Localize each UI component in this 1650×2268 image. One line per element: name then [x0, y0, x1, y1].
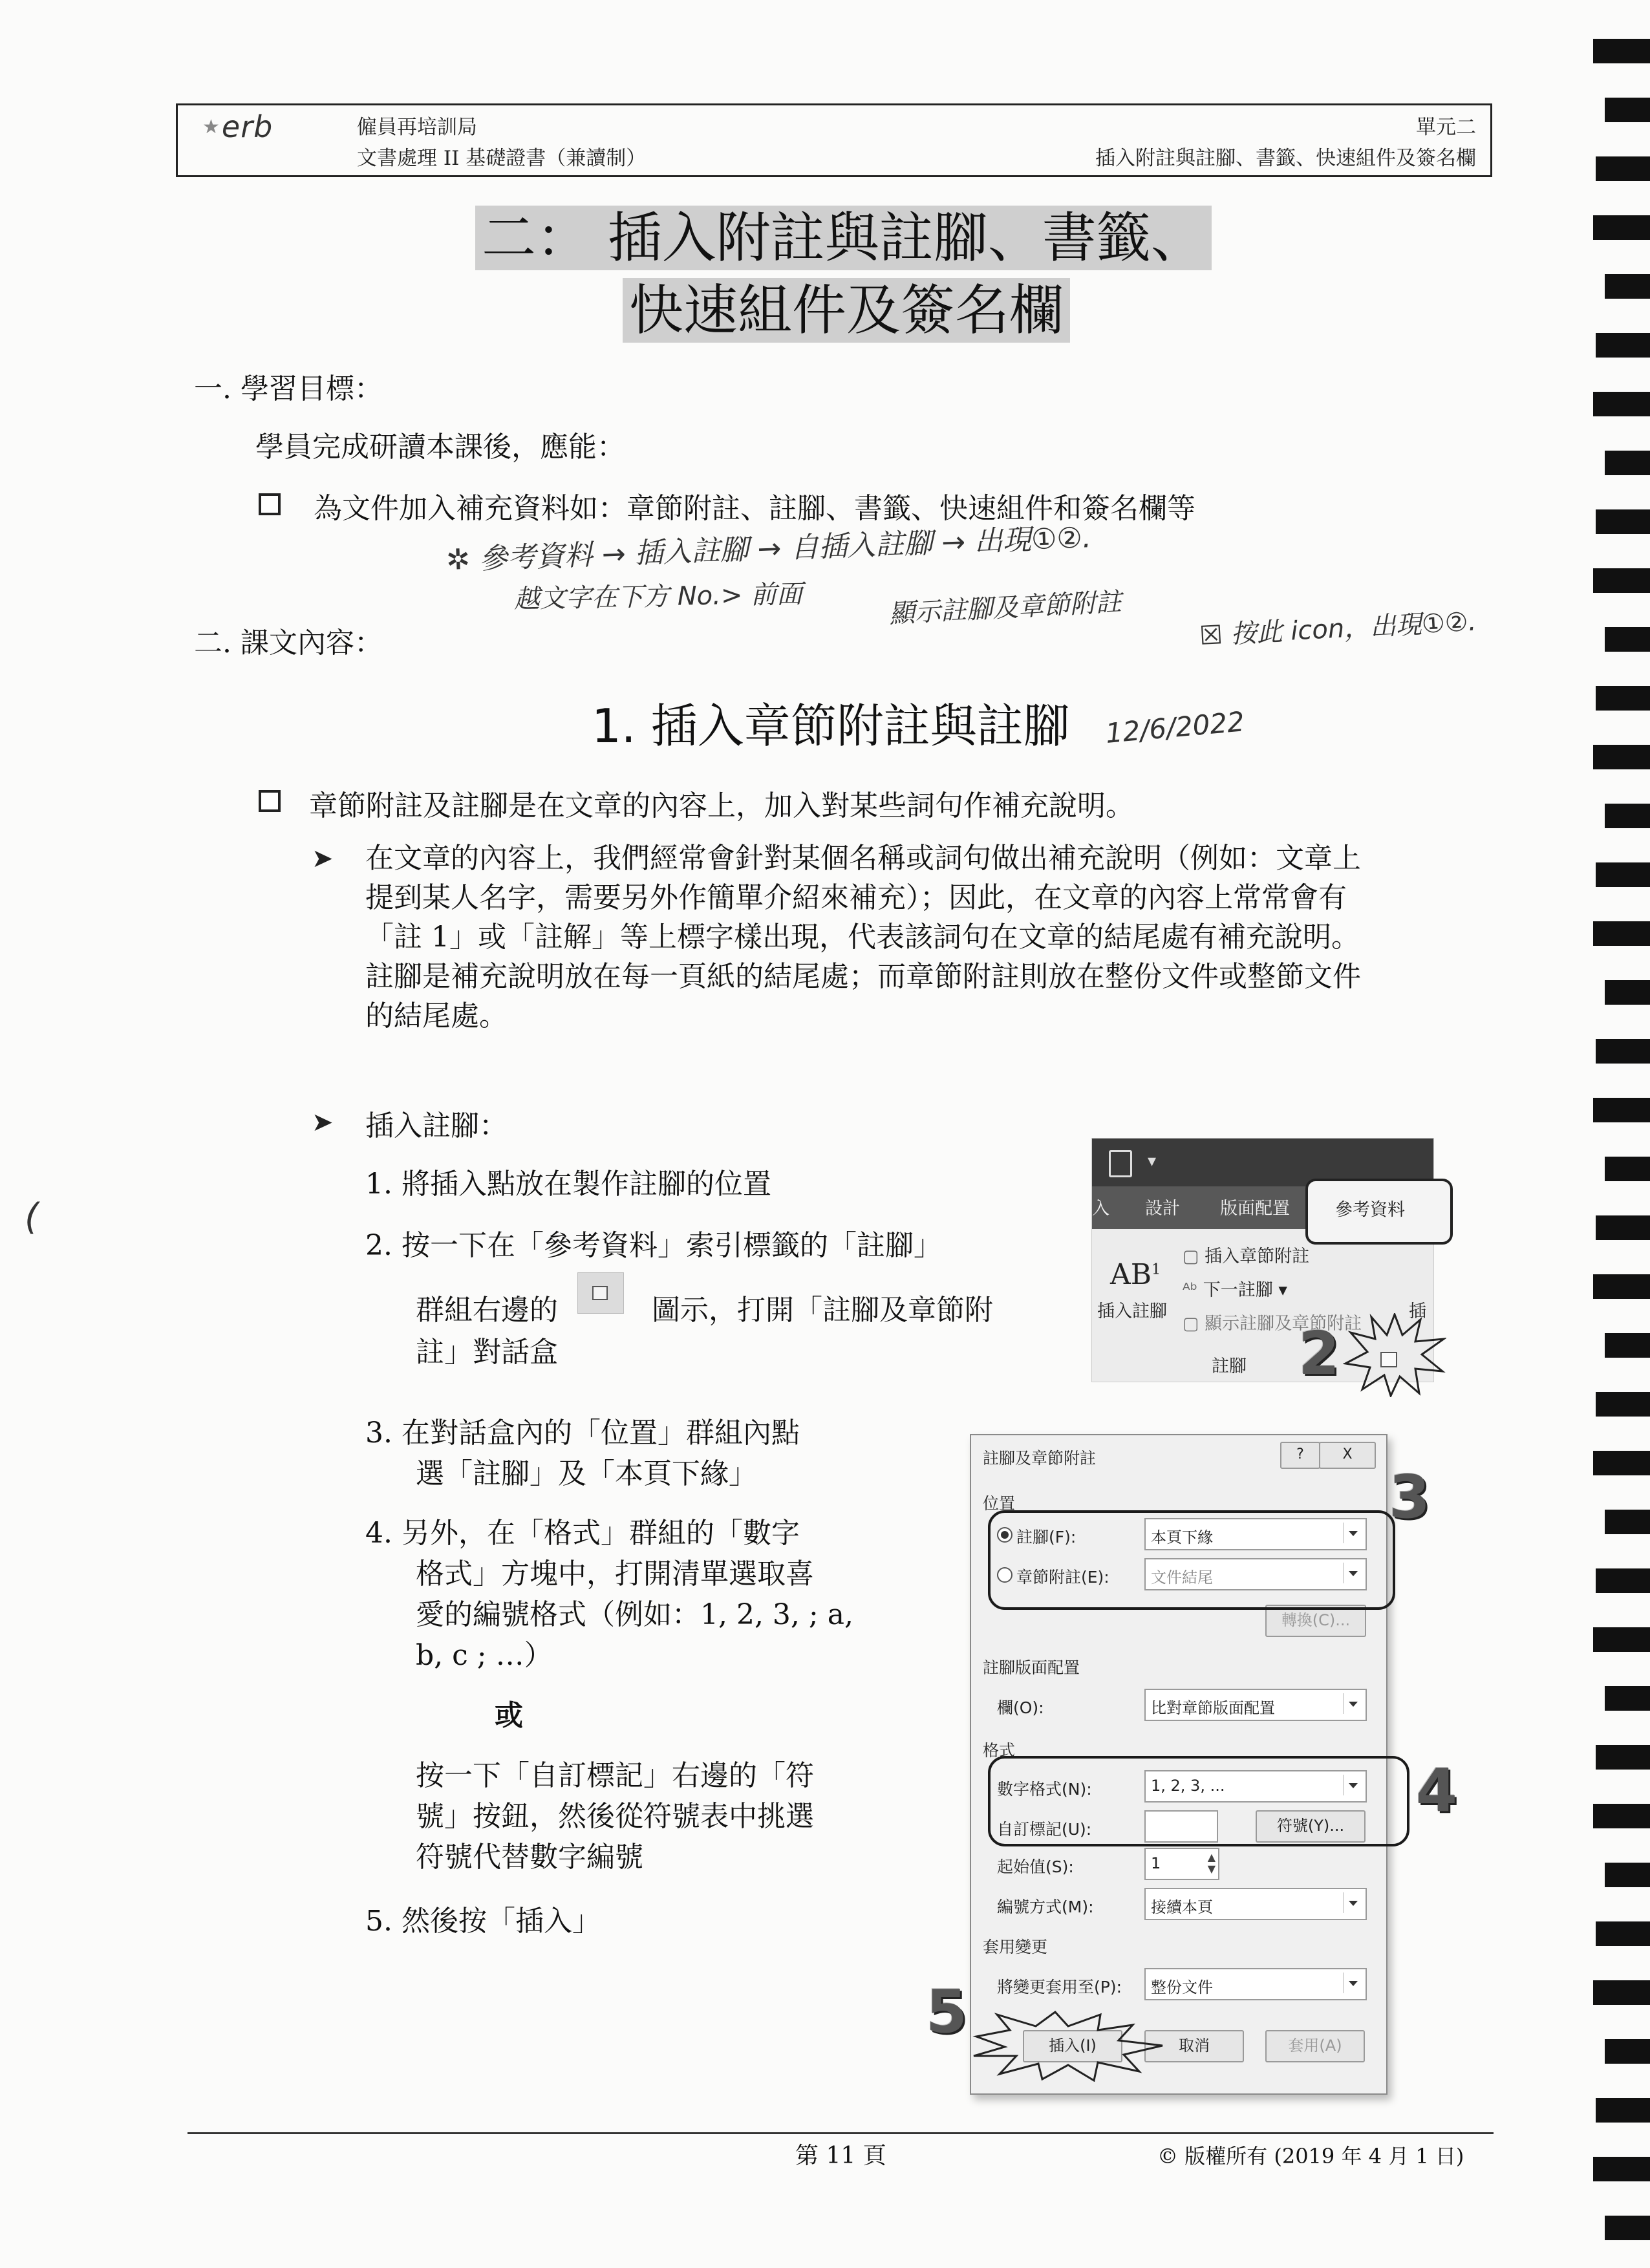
binding-hole: [1593, 215, 1650, 240]
step-1: 1. 將插入點放在製作註腳的位置: [365, 1168, 771, 1201]
binding-hole: [1593, 39, 1650, 63]
step-2b: 群組右邊的: [416, 1294, 558, 1327]
qat-dropdown-icon: ▾: [1148, 1151, 1157, 1171]
erb-logo: ★erb: [202, 109, 273, 144]
start-at-label: 起始值(S):: [997, 1857, 1074, 1876]
binding-hole: [1605, 1333, 1650, 1358]
dialog-title: 註腳及章節附註: [983, 1449, 1097, 1468]
format-section: 格式: [983, 1741, 1016, 1760]
binding-hole: [1593, 1451, 1650, 1475]
insert-button[interactable]: 插入(I): [1023, 2030, 1122, 2062]
apply-to-label: 將變更套用至(P):: [997, 1978, 1122, 1996]
footnote-label: 註腳(F):: [1016, 1528, 1077, 1546]
binding-hole: [1605, 2216, 1650, 2240]
convert-button[interactable]: 轉換(C)...: [1265, 1605, 1366, 1637]
page-header: [176, 103, 1492, 177]
handwritten-date: 12/6/2022: [1104, 705, 1246, 749]
binding-hole: [1596, 509, 1650, 534]
columns-select[interactable]: 比對章節版面配置: [1144, 1689, 1367, 1721]
dialog-launcher-icon: [577, 1272, 624, 1314]
burst-callout-icon: [971, 2011, 1165, 2082]
binding-hole: [1593, 1274, 1650, 1299]
arrow-bullet-icon: ➤: [312, 1107, 334, 1137]
footer-rule: [188, 2132, 1494, 2134]
apply-to-select[interactable]: 整份文件: [1144, 1968, 1367, 2000]
binding-hole: [1605, 1510, 1650, 1534]
tab-design[interactable]: 設計: [1145, 1199, 1180, 1219]
handwritten-note-4: ☒ 按此 icon，出現①②.: [1198, 606, 1477, 651]
step-5: 5. 然後按「插入」: [365, 1905, 601, 1938]
step-4b: 格式」方塊中，打開清單選取喜: [416, 1557, 814, 1590]
section2-heading: 二. 課文內容：: [194, 626, 383, 659]
binding-hole: [1605, 1686, 1650, 1711]
numbering-select[interactable]: 接續本頁: [1144, 1888, 1367, 1920]
footnote-location-select[interactable]: 本頁下緣: [1144, 1518, 1367, 1550]
binding-hole: [1593, 1627, 1650, 1652]
binding-hole: [1593, 392, 1650, 416]
tab-layout[interactable]: 版面配置: [1220, 1199, 1290, 1219]
handwritten-note-3: 顯示註腳及章節附註: [888, 587, 1122, 629]
help-button[interactable]: ?: [1280, 1442, 1320, 1469]
step-or: 或: [495, 1699, 523, 1732]
explain-line: 提到某人名字，需要另外作簡單介紹來補充）；因此，在文章的內容上常常會有: [365, 881, 1347, 914]
binding-hole: [1605, 1863, 1650, 1887]
format-highlight: [988, 1756, 1409, 1846]
binding-hole: [1593, 745, 1650, 769]
binding-hole: [1605, 2039, 1650, 2064]
next-footnote-button[interactable]: ᴬᵇ 下一註腳 ▾: [1183, 1280, 1287, 1300]
handwritten-note-1: ✲ 參考資料 → 插入註腳 → 自插入註腳 → 出現①②.: [445, 521, 1092, 577]
binding-hole: [1596, 156, 1650, 181]
binding-hole: [1593, 1804, 1650, 1828]
apply-changes-section: 套用變更: [983, 1938, 1048, 1956]
topic-explanation: [365, 839, 1490, 1036]
binding-hole: [1596, 2098, 1650, 2123]
tab-insert[interactable]: 入: [1092, 1199, 1109, 1219]
step-4g: 符號代替數字編號: [416, 1841, 643, 1874]
copyright: © 版權所有 (2019 年 4 月 1 日): [1157, 2144, 1464, 2168]
close-button[interactable]: X: [1319, 1442, 1376, 1469]
checkbox-icon: [259, 493, 281, 515]
binding-hole: [1605, 804, 1650, 828]
location-highlight: [988, 1510, 1395, 1610]
binding-hole: [1596, 1568, 1650, 1593]
header-org: 僱員再培訓局: [357, 116, 477, 139]
binding-hole: [1605, 451, 1650, 475]
step-2d: 註」對話盒: [416, 1336, 558, 1369]
custom-mark-label: 自訂標記(U):: [997, 1820, 1092, 1839]
binding-hole: [1593, 568, 1650, 593]
step-4d: b, c ; …）: [416, 1639, 553, 1672]
insert-footnote-button[interactable]: 插入註腳: [1097, 1301, 1167, 1321]
binding-hole: [1596, 1745, 1650, 1770]
explain-line: 「註 1」或「註解」等上標字樣出現，代表該詞句在文章的結尾處有補充說明。: [365, 921, 1360, 954]
topic-heading: 1. 插入章節附註與註腳: [592, 699, 1070, 753]
binding-hole: [1593, 921, 1650, 946]
step-3b: 選「註腳」及「本頁下緣」: [416, 1457, 757, 1490]
location-section: 位置: [983, 1494, 1016, 1513]
callout-number: 2: [1298, 1319, 1340, 1388]
insert-footnote-icon[interactable]: $AB^1$: [1110, 1258, 1161, 1291]
explain-line: 註腳是補充說明放在每一頁紙的結尾處；而章節附註則放在整份文件或整節文件: [365, 960, 1361, 993]
binding-hole: [1596, 1392, 1650, 1417]
show-notes-button[interactable]: ▢ 顯示註腳及章節附註: [1183, 1314, 1362, 1334]
page-title-line2: 快速組件及簽名欄: [623, 278, 1070, 343]
apply-button[interactable]: 套用(A): [1265, 2030, 1365, 2062]
page-number: 第 11 頁: [795, 2143, 886, 2169]
insert-endnote-button[interactable]: ▢ 插入章節附註: [1183, 1246, 1310, 1267]
step-4e: 按一下「自訂標記」右邊的「符: [416, 1759, 814, 1792]
page-title-line1: 二： 插入附註與註腳、書籤、: [475, 206, 1212, 270]
margin-pen-mark: (: [25, 1196, 39, 1238]
binding-hole: [1596, 333, 1650, 358]
step-4a: 4. 另外，在「格式」群組的「數字: [365, 1517, 800, 1550]
ribbon-cut-label: 插: [1409, 1301, 1426, 1321]
binding-hole: [1593, 2157, 1650, 2181]
step-4f: 號」按鈕，然後從符號表中挑選: [416, 1800, 814, 1833]
step-2a: 2. 按一下在「參考資料」索引標籤的「註腳」: [365, 1229, 942, 1262]
header-unit-title: 插入附註與註腳、書籤、快速組件及簽名欄: [1095, 147, 1476, 170]
ribbon-screenshot: [1091, 1138, 1434, 1382]
tab-references[interactable]: 參考資料: [1335, 1200, 1405, 1220]
tab-references-highlight[interactable]: [1305, 1179, 1453, 1245]
binding-hole: [1596, 1921, 1650, 1946]
binding-hole: [1605, 980, 1650, 1005]
explain-line: 的結尾處。: [365, 1000, 508, 1032]
binding-hole: [1605, 98, 1650, 122]
callout-number: 3: [1389, 1462, 1431, 1532]
binding-holes: [1579, 0, 1650, 2268]
callout-number: 5: [926, 1977, 968, 2046]
binding-hole: [1596, 1215, 1650, 1240]
header-course: 文書處理 II 基礎證書（兼讀制）: [357, 147, 647, 170]
ribbon-group-footnotes: 註腳: [1212, 1356, 1247, 1376]
header-unit: 單元二: [1416, 116, 1476, 139]
endnote-label: 章節附註(E):: [1016, 1568, 1109, 1587]
binding-hole: [1605, 627, 1650, 652]
columns-label: 欄(O):: [997, 1698, 1044, 1717]
topic-point-1: 章節附註及註腳是在文章的內容上，加入對某些詞句作補充說明。: [309, 789, 1134, 822]
start-at-spinner[interactable]: 1 ▲ ▼: [1144, 1848, 1219, 1880]
binding-hole: [1593, 1098, 1650, 1122]
number-format-select[interactable]: 1, 2, 3, ...: [1144, 1770, 1367, 1803]
burst-callout-icon: [1343, 1313, 1446, 1397]
print-preview-icon: [1109, 1150, 1132, 1177]
endnote-location-select[interactable]: 文件結尾: [1144, 1558, 1367, 1590]
binding-hole: [1596, 1039, 1650, 1064]
arrow-bullet-icon: ➤: [312, 844, 334, 873]
step-2c: 圖示，打開「註腳及章節附: [652, 1294, 993, 1327]
objective-text: 為文件加入補充資料如：章節附註、註腳、書籤、快速組件和簽名欄等: [314, 492, 1195, 525]
section1-heading: 一. 學習目標：: [194, 372, 383, 405]
step-4c: 愛的編號格式（例如：1, 2, 3, ; a,: [416, 1598, 853, 1631]
explain-line: 在文章的內容上，我們經常會針對某個名稱或詞句做出補充說明（例如：文章上: [365, 842, 1361, 875]
handwritten-note-2: 越文字在下方 No.> 前面: [513, 579, 803, 614]
cancel-button[interactable]: 取消: [1144, 2030, 1244, 2062]
checkbox-icon: [259, 790, 281, 812]
binding-hole: [1596, 686, 1650, 711]
step-3a: 3. 在對話盒內的「位置」群組內點: [365, 1417, 800, 1450]
callout-number: 4: [1416, 1756, 1458, 1825]
section1-intro: 學員完成研讀本課後，應能：: [255, 431, 625, 464]
binding-hole: [1605, 1157, 1650, 1181]
insert-footnote-heading: 插入註腳：: [365, 1109, 508, 1142]
layout-section: 註腳版面配置: [983, 1658, 1080, 1677]
symbol-button[interactable]: 符號(Y)...: [1256, 1810, 1366, 1843]
binding-hole: [1605, 274, 1650, 299]
binding-hole: [1593, 1980, 1650, 2005]
binding-hole: [1596, 862, 1650, 887]
number-format-label: 數字格式(N):: [997, 1780, 1092, 1799]
numbering-label: 編號方式(M):: [997, 1898, 1094, 1916]
